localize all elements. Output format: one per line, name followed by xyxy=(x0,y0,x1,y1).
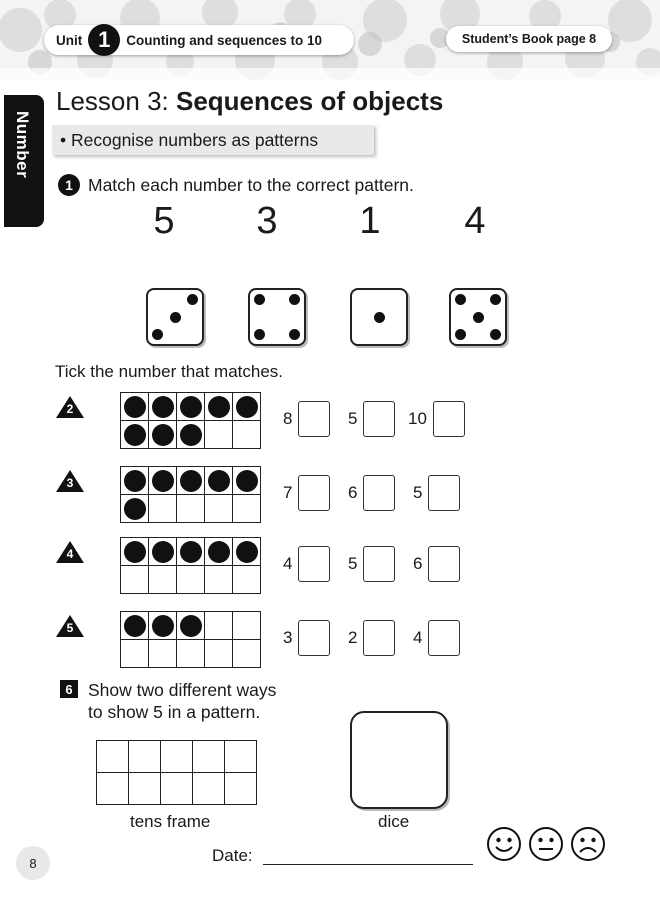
option-number: 4 xyxy=(413,628,423,647)
tens-frame-cell xyxy=(205,566,233,594)
tens-frame-cell xyxy=(149,393,177,421)
dice-pip xyxy=(254,329,265,340)
dice-pip xyxy=(254,294,265,305)
option-number: 5 xyxy=(348,409,358,428)
tens-frame-cell xyxy=(177,612,205,640)
neutral-face-icon[interactable] xyxy=(528,826,564,862)
tens-frame-cell xyxy=(177,421,205,449)
tens-frame-cell xyxy=(233,393,261,421)
tens-frame-cell xyxy=(205,467,233,495)
tick-option xyxy=(283,401,330,437)
tens-frame-cell xyxy=(121,538,149,566)
question-6-line-1: Show two different ways xyxy=(88,680,277,700)
empty-dice[interactable] xyxy=(350,711,448,809)
option-number: 2 xyxy=(348,628,358,647)
option-number: 3 xyxy=(283,628,293,647)
tick-box[interactable] xyxy=(428,475,460,511)
counter-dot xyxy=(124,424,146,446)
counter-dot xyxy=(124,615,146,637)
option-number: 6 xyxy=(413,554,423,573)
section-tab-label: Number xyxy=(13,111,32,179)
tens-frame-cell xyxy=(233,495,261,523)
tens-frame-cell xyxy=(205,393,233,421)
question-number: 2 xyxy=(66,402,74,416)
dice-pip xyxy=(473,312,484,323)
tick-box[interactable] xyxy=(298,475,330,511)
counter-dot xyxy=(180,615,202,637)
tens-frame-cell xyxy=(149,538,177,566)
question-1-badge: 1 xyxy=(58,174,80,196)
tens-frame-cell xyxy=(121,495,149,523)
dice-pip xyxy=(187,294,198,305)
option-number: 5 xyxy=(348,554,358,573)
dice-pip xyxy=(152,329,163,340)
tick-option xyxy=(413,546,460,582)
tick-option xyxy=(348,546,395,582)
counter-dot xyxy=(208,396,230,418)
counter-dot xyxy=(180,396,202,418)
counter-dot xyxy=(236,396,258,418)
match-number[interactable]: 1 xyxy=(359,200,381,242)
sad-face-icon[interactable] xyxy=(570,826,606,862)
counter-dot xyxy=(180,541,202,563)
dice-pattern[interactable] xyxy=(449,288,507,346)
tick-box[interactable] xyxy=(298,401,330,437)
match-number[interactable]: 4 xyxy=(464,200,486,242)
tens-frame-cell xyxy=(121,467,149,495)
lesson-name: Sequences of objects xyxy=(175,86,444,116)
tick-option xyxy=(283,475,330,511)
date-line[interactable] xyxy=(263,864,473,865)
tens-frame xyxy=(120,611,261,668)
dice-pip xyxy=(289,294,300,305)
unit-label: Unit xyxy=(56,32,83,48)
dice-pip xyxy=(170,312,181,323)
tick-option xyxy=(348,475,395,511)
question-number: 3 xyxy=(66,476,74,490)
tens-frame-cell xyxy=(233,640,261,668)
tick-box[interactable] xyxy=(428,546,460,582)
tick-box[interactable] xyxy=(363,620,395,656)
tens-frame-cell xyxy=(205,612,233,640)
tens-frame-cell xyxy=(177,566,205,594)
unit-title: Counting and sequences to 10 xyxy=(126,32,323,48)
counter-dot xyxy=(124,396,146,418)
match-number[interactable]: 5 xyxy=(153,200,175,242)
tens-frame-cell xyxy=(121,421,149,449)
dice-label: dice xyxy=(378,812,410,831)
lesson-title xyxy=(56,86,443,117)
option-number: 4 xyxy=(283,554,293,573)
dice-pip xyxy=(455,329,466,340)
tick-box[interactable] xyxy=(298,620,330,656)
dice-pip xyxy=(374,312,385,323)
tens-frame-cell xyxy=(149,421,177,449)
counter-dot xyxy=(180,424,202,446)
tick-box[interactable] xyxy=(433,401,465,437)
tick-option xyxy=(408,401,465,437)
tick-box[interactable] xyxy=(298,546,330,582)
tens-frame xyxy=(120,537,261,594)
tens-frame-cell xyxy=(233,538,261,566)
tens-frame-cell xyxy=(177,640,205,668)
tens-frame-cell xyxy=(149,566,177,594)
unit-header xyxy=(44,25,354,55)
dice-pip xyxy=(455,294,466,305)
tick-box[interactable] xyxy=(428,620,460,656)
empty-tens-frame[interactable] xyxy=(96,740,257,805)
tick-option xyxy=(413,475,460,511)
learning-objective xyxy=(52,125,374,155)
counter-dot xyxy=(208,541,230,563)
tick-box[interactable] xyxy=(363,546,395,582)
tens-frame-cell xyxy=(121,566,149,594)
tens-frame-cell xyxy=(149,467,177,495)
dice-pattern[interactable] xyxy=(350,288,408,346)
tens-frame xyxy=(120,392,261,449)
match-number[interactable]: 3 xyxy=(256,200,278,242)
tens-frame-cell xyxy=(233,467,261,495)
tens-frame-cell xyxy=(205,421,233,449)
question-5-badge xyxy=(56,615,84,637)
tens-frame-cell xyxy=(149,640,177,668)
counter-dot xyxy=(152,615,174,637)
tens-frame-cell xyxy=(233,421,261,449)
book-reference: Student’s Book page 8 xyxy=(446,26,612,52)
tick-instruction: Tick the number that matches. xyxy=(55,362,284,381)
option-number: 5 xyxy=(413,483,423,502)
tens-frame-cell xyxy=(121,640,149,668)
counter-dot xyxy=(124,498,146,520)
tens-frame-cell xyxy=(205,495,233,523)
tens-frame-cell xyxy=(177,495,205,523)
tens-frame-cell xyxy=(233,612,261,640)
dice-pip xyxy=(289,329,300,340)
tens-frame xyxy=(120,466,261,523)
option-number: 7 xyxy=(283,483,293,502)
tens-frame-label: tens frame xyxy=(130,812,211,831)
dice-pattern[interactable] xyxy=(248,288,306,346)
date-label: Date: xyxy=(212,846,253,865)
question-6-line-2: to show 5 in a pattern. xyxy=(88,702,261,722)
counter-dot xyxy=(152,470,174,492)
lesson-prefix: Lesson 3: xyxy=(56,86,169,116)
question-4-badge xyxy=(56,541,84,563)
tens-frame-cell xyxy=(121,393,149,421)
tick-box[interactable] xyxy=(363,475,395,511)
page-number: 8 xyxy=(16,846,50,880)
tens-frame-cell xyxy=(149,612,177,640)
unit-number-badge: 1 xyxy=(88,24,120,56)
tick-option xyxy=(283,546,330,582)
happy-face-icon[interactable] xyxy=(486,826,522,862)
tens-frame-cell xyxy=(205,640,233,668)
tens-frame-cell xyxy=(177,467,205,495)
section-tab xyxy=(4,95,44,227)
option-number: 8 xyxy=(283,409,293,428)
question-6-badge: 6 xyxy=(60,680,78,698)
counter-dot xyxy=(152,541,174,563)
tens-frame-cell xyxy=(121,612,149,640)
option-number: 6 xyxy=(348,483,358,502)
question-3-badge xyxy=(56,470,84,492)
counter-dot xyxy=(124,541,146,563)
tens-frame-cell xyxy=(177,393,205,421)
counter-dot xyxy=(236,541,258,563)
question-number: 4 xyxy=(66,547,74,561)
tens-frame-cell xyxy=(177,538,205,566)
tens-frame-cell xyxy=(149,495,177,523)
objective-text: • Recognise numbers as patterns xyxy=(60,130,319,150)
counter-dot xyxy=(180,470,202,492)
self-assessment-faces xyxy=(486,826,606,862)
question-number: 5 xyxy=(66,621,74,635)
counter-dot xyxy=(124,470,146,492)
counter-dot xyxy=(208,470,230,492)
tick-option xyxy=(413,620,460,656)
dice-pip xyxy=(490,329,501,340)
tick-box[interactable] xyxy=(363,401,395,437)
option-number: 10 xyxy=(408,409,427,428)
tick-option xyxy=(348,401,395,437)
tick-option xyxy=(283,620,330,656)
question-2-badge xyxy=(56,396,84,418)
tens-frame-cell xyxy=(205,538,233,566)
counter-dot xyxy=(152,396,174,418)
dice-pip xyxy=(490,294,501,305)
dice-pattern[interactable] xyxy=(146,288,204,346)
counter-dot xyxy=(152,424,174,446)
tick-option xyxy=(348,620,395,656)
question-1-text: Match each number to the correct pattern. xyxy=(88,175,414,195)
tens-frame-cell xyxy=(233,566,261,594)
counter-dot xyxy=(236,470,258,492)
